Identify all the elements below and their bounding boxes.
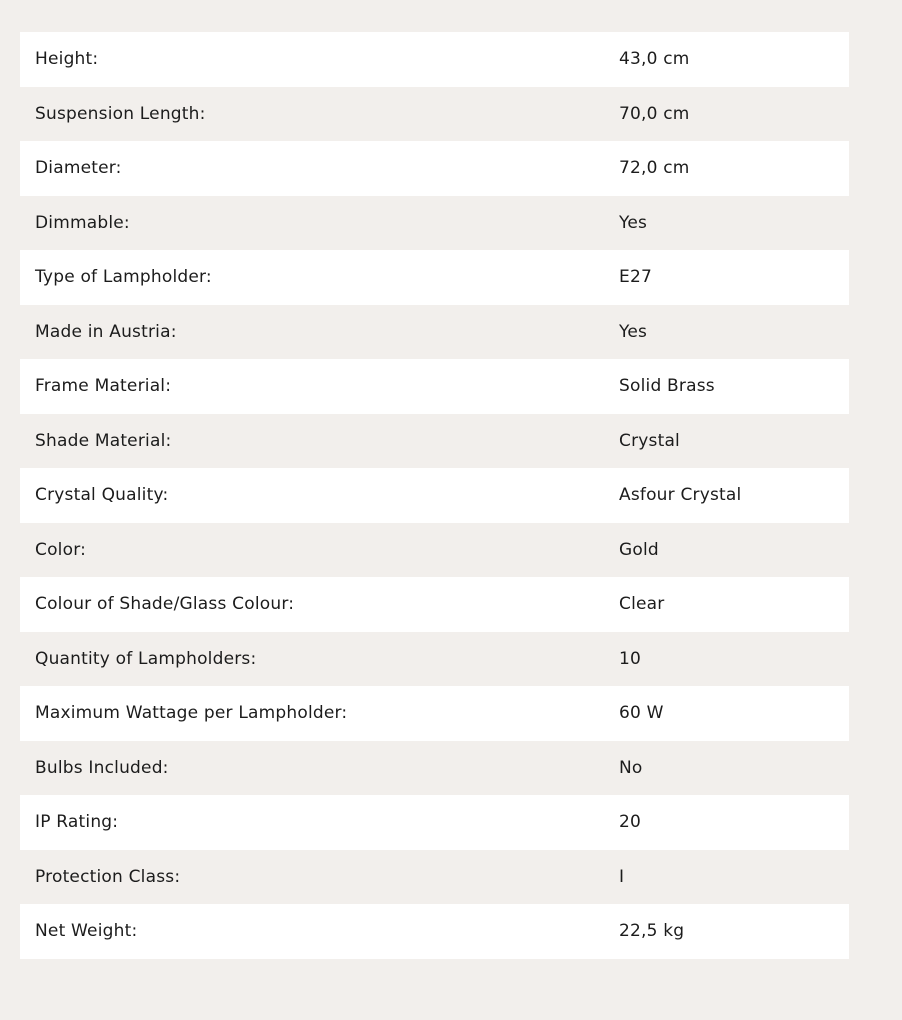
spec-row-frame-material (20, 359, 849, 414)
spec-row-bulbs-included (20, 741, 849, 796)
spec-value: 60 W (619, 703, 664, 724)
spec-row-made-in-austria (20, 305, 849, 360)
spec-label: Diameter: (35, 158, 122, 179)
spec-label: Dimmable: (35, 212, 130, 233)
spec-value: Gold (619, 539, 659, 560)
specification-table (20, 32, 849, 959)
spec-row-suspension-length (20, 87, 849, 142)
spec-label: Shade Material: (35, 430, 172, 451)
spec-value: 43,0 cm (619, 49, 690, 70)
spec-value: Crystal (619, 430, 680, 451)
spec-value: Clear (619, 594, 665, 615)
spec-value: Solid Brass (619, 376, 715, 397)
spec-value: No (619, 757, 643, 778)
spec-label: Net Weight: (35, 921, 138, 942)
spec-label: Suspension Length: (35, 103, 206, 124)
spec-row-diameter (20, 141, 849, 196)
spec-value: Asfour Crystal (619, 485, 742, 506)
spec-value: E27 (619, 267, 652, 288)
spec-value: Yes (619, 212, 648, 233)
spec-row-shade-colour (20, 577, 849, 632)
spec-label: Made in Austria: (35, 321, 177, 342)
spec-row-shade-material (20, 414, 849, 469)
spec-value: 20 (619, 812, 642, 833)
spec-value: I (619, 866, 625, 887)
spec-label: Maximum Wattage per Lampholder: (35, 703, 348, 724)
spec-row-ip-rating (20, 795, 849, 850)
spec-row-net-weight (20, 904, 849, 959)
spec-label: IP Rating: (35, 812, 119, 833)
spec-label: Type of Lampholder: (35, 267, 212, 288)
spec-label: Protection Class: (35, 866, 181, 887)
spec-label: Colour of Shade/Glass Colour: (35, 594, 295, 615)
spec-row-lampholder-type (20, 250, 849, 305)
spec-value: 70,0 cm (619, 103, 690, 124)
spec-row-protection-class (20, 850, 849, 905)
spec-value: 10 (619, 648, 642, 669)
spec-value: 72,0 cm (619, 158, 690, 179)
spec-label: Height: (35, 49, 99, 70)
spec-label: Quantity of Lampholders: (35, 648, 257, 669)
spec-row-dimmable (20, 196, 849, 251)
spec-value: Yes (619, 321, 648, 342)
spec-row-max-wattage (20, 686, 849, 741)
spec-row-lampholder-quantity (20, 632, 849, 687)
spec-label: Crystal Quality: (35, 485, 169, 506)
spec-label: Frame Material: (35, 376, 172, 397)
spec-row-height (20, 32, 849, 87)
spec-row-color (20, 523, 849, 578)
spec-label: Color: (35, 539, 87, 560)
spec-row-crystal-quality (20, 468, 849, 523)
spec-label: Bulbs Included: (35, 757, 169, 778)
spec-value: 22,5 kg (619, 921, 685, 942)
